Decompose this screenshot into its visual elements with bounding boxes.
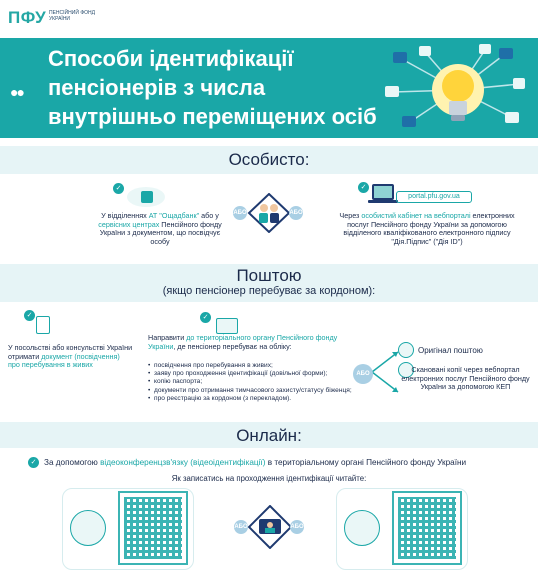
pfu-logo-subtitle: ПЕНСІЙНИЙ ФОНД УКРАЇНИ: [49, 10, 96, 22]
document-icon: [8, 310, 48, 338]
online-section-title: Онлайн:: [236, 426, 302, 445]
or-badge: АБО: [289, 206, 303, 220]
list-item: • заяву про проходження ідентифікації (довільної форми);: [148, 370, 363, 378]
list-item: • копію паспорта;: [148, 378, 363, 386]
banner-dots: ●●: [10, 84, 23, 100]
qr-code-left[interactable]: [120, 493, 186, 563]
check-icon: ✓: [24, 310, 35, 321]
qr-code-right[interactable]: [394, 493, 460, 563]
or-badge: АБО: [290, 520, 304, 534]
lightbulb-network-icon: [385, 44, 530, 136]
mail-left-text: У посольстві або консульстві України отримати документ (посвідчення) про перебування в живих: [8, 343, 133, 370]
mail-option-original: Оригінал поштою: [418, 346, 483, 355]
check-icon: ✓: [358, 182, 369, 193]
personal-right-text: Через особистий кабінет на вебпорталі електронних послуг Пенсійного фонду України за допомогою відділеного кваліфікованого електронного підпису "Дія.Підпис" ("Дія ID"): [339, 211, 515, 246]
mail-section-title: Поштою: [236, 266, 302, 285]
portal-url[interactable]: portal.pfu.gov.ua: [396, 191, 472, 203]
touch-screen-icon: [70, 510, 106, 546]
online-description: За допомогою відеоконференцзв'язку (відеоідентифікації) в територіальному органі Пенсійного фонду України: [44, 458, 467, 467]
mail-section-subtitle: (якщо пенсіонер перебуває за кордоном):: [162, 285, 376, 297]
list-item: • посвідчення про перебування в живих;: [148, 362, 363, 370]
laptop-icon: [358, 182, 398, 210]
mail-option-icon: [398, 342, 414, 358]
check-icon: ✓: [28, 457, 39, 468]
or-badge: АБО: [353, 364, 373, 384]
check-icon: ✓: [113, 183, 124, 194]
pfu-logo: ПФУ: [8, 8, 47, 27]
list-item: • документи про отримання тимчасового захисту/статусу біженця;: [148, 387, 363, 395]
smartphone-icon: [344, 510, 380, 546]
personal-section-title: Особисто:: [228, 150, 310, 169]
personal-left-text: У відділеннях АТ "Ощадбанк" або у сервісних центрах Пенсійного фонду України з документом, що посвідчує особу: [98, 211, 222, 246]
bank-terminal-icon: [113, 183, 173, 211]
mail-option-scan: Скановані копії через вебпортал електронних послуг Пенсійного фонду України за допомогою КЕП: [401, 365, 530, 392]
check-icon: ✓: [200, 312, 211, 323]
online-register-text: Як записатись на проходження ідентифікації читайте:: [171, 474, 367, 483]
page-title: Способи ідентифікації пенсіонерів з числа внутрішньо переміщених осіб: [48, 46, 377, 129]
mail-document-list: [148, 362, 363, 403]
or-badge: АБО: [234, 520, 248, 534]
video-call-icon: [248, 505, 292, 549]
mail-mid-text: Направити до територіального органу Пенсійного фонду України, де пенсіонер перебуває на обліку:: [148, 333, 338, 351]
pensioners-icon: [247, 193, 291, 233]
list-item: • про реєстрацію за кордоном (з перекладом).: [148, 395, 363, 403]
or-badge: АБО: [233, 206, 247, 220]
